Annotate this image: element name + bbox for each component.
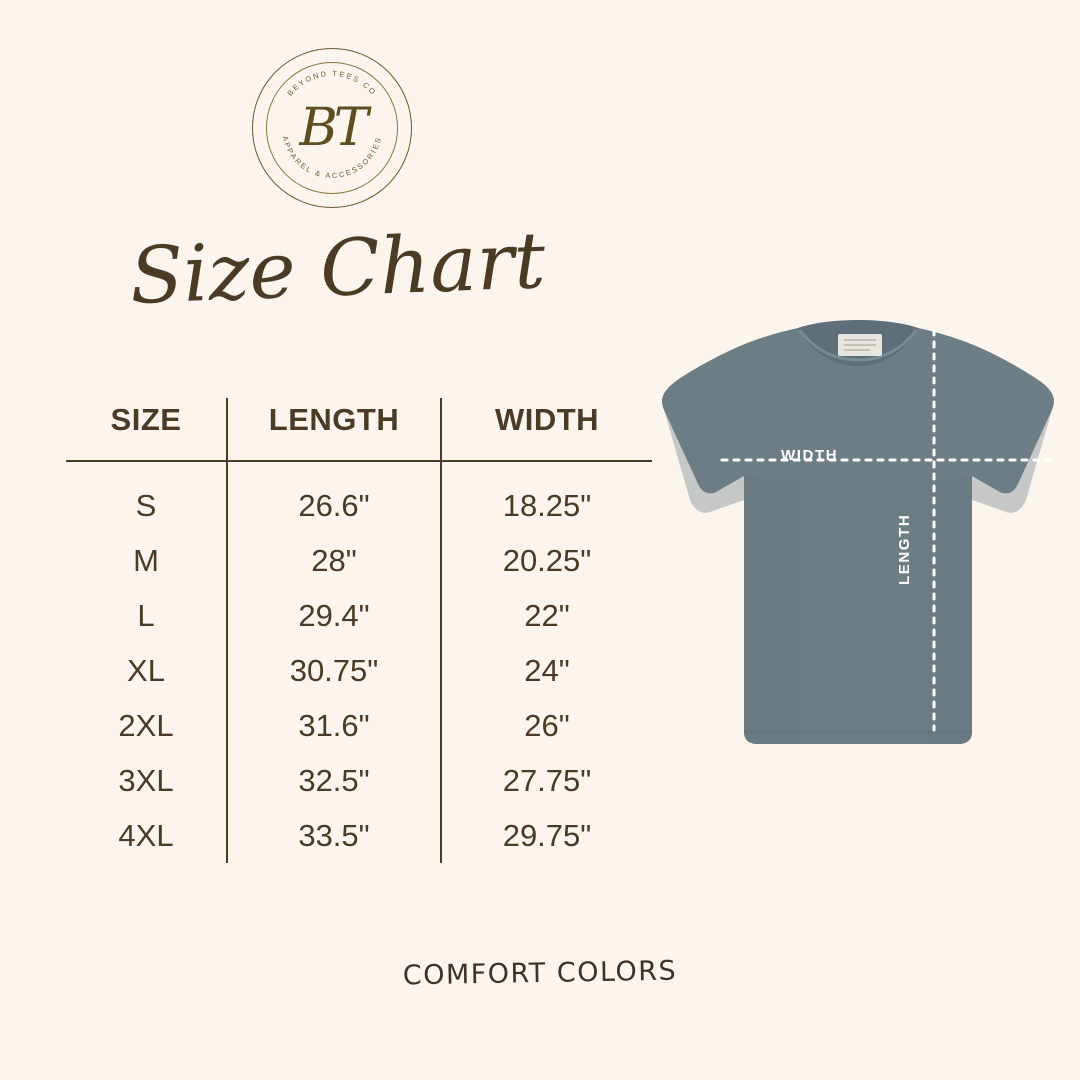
cell-length: 31.6" [227, 698, 441, 753]
size-table [66, 398, 652, 863]
cell-length: 32.5" [227, 753, 441, 808]
cell-size: 2XL [118, 708, 174, 743]
tshirt-icon [648, 300, 1068, 770]
table-row [66, 588, 652, 643]
cell-size: S [135, 488, 157, 523]
cell-size: XL [127, 653, 165, 688]
cell-length: 33.5" [227, 808, 441, 863]
width-measure-label: WIDTH [781, 447, 839, 464]
cell-size: L [137, 598, 155, 633]
length-measure-label: LENGTH [896, 513, 913, 585]
table-header-row [66, 398, 652, 461]
cell-width: 29.75" [502, 818, 592, 853]
column-header-width: WIDTH [441, 398, 652, 461]
cell-width: 24" [524, 653, 570, 688]
table-row [66, 461, 652, 533]
cell-width: 22" [524, 598, 570, 633]
cell-width: 18.25" [502, 488, 592, 523]
cell-width: 26" [524, 708, 570, 743]
cell-length: 30.75" [227, 643, 441, 698]
column-header-size: SIZE [66, 398, 227, 461]
table-row [66, 808, 652, 863]
table-row [66, 643, 652, 698]
column-header-length: LENGTH [227, 398, 441, 461]
logo-top-text: BEYOND TEES CO [285, 68, 379, 98]
cell-size: 4XL [118, 818, 174, 853]
tshirt-illustration [648, 300, 1068, 770]
table-row [66, 753, 652, 808]
cell-size: 3XL [118, 763, 174, 798]
cell-width: 27.75" [502, 763, 592, 798]
page-title: Size Chart [128, 216, 547, 322]
table-row [66, 533, 652, 588]
logo-monogram: BT [299, 98, 365, 158]
cell-size: M [133, 543, 159, 578]
cell-length: 29.4" [227, 588, 441, 643]
cell-width: 20.25" [502, 543, 592, 578]
table-row [66, 698, 652, 753]
cell-length: 26.6" [227, 461, 441, 533]
footer-brand-line: COMFORT COLORS [402, 955, 678, 992]
cell-length: 28" [227, 533, 441, 588]
brand-logo [252, 48, 412, 208]
size-table-container [66, 398, 648, 863]
logo-bottom-text: APPAREL & ACCESSORIES [280, 134, 384, 181]
